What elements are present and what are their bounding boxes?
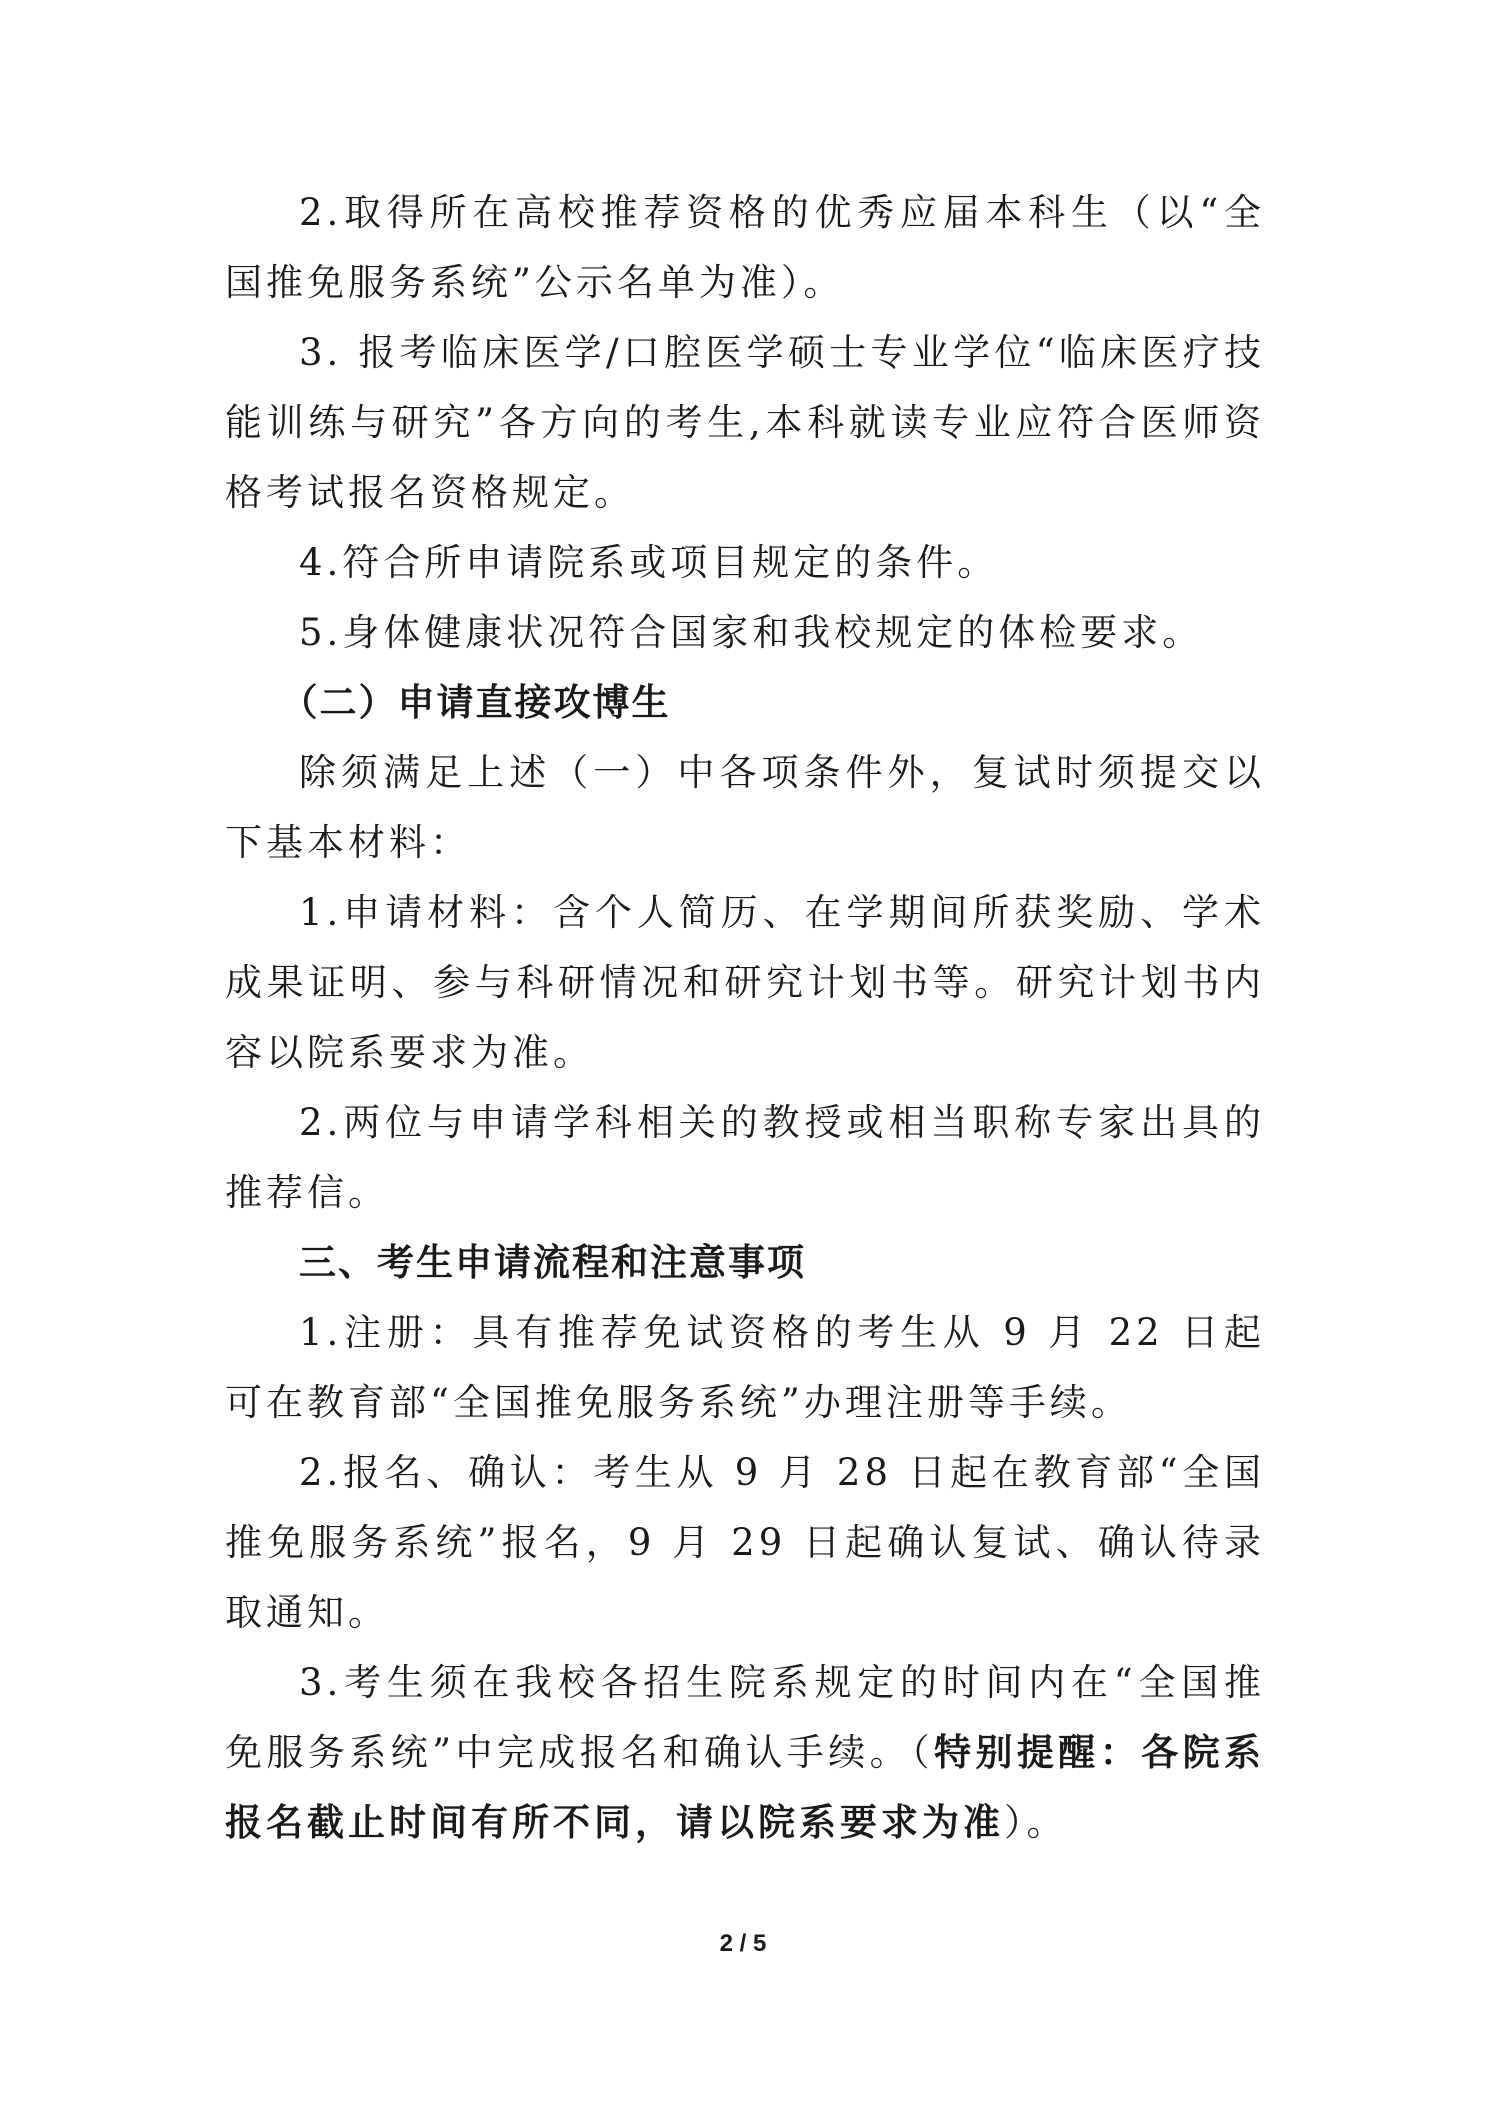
paragraph-application-materials: 1.申请材料：含个人简历、在学期间所获奖励、学术成果证明、参与科研情况和研究计划书等。研究计划书内容以院系要求为准。 [225, 891, 1265, 1074]
paragraph-clinical-medicine-requirement: 3. 报考临床医学/口腔医学硕士专业学位“临床医疗技能训练与研究”各方向的考生,本科就读专业应符合医师资格考试报名资格规定。 [225, 331, 1265, 514]
deadline-notice-text: 3.考生须在我校各招生院系规定的时间内在“全国推免服务系统”中完成报名和确认手续。（ [225, 1661, 1265, 1774]
special-reminder-bold: 特别提醒：各院系报名截止时间有所不同，请以院系要求为准 [225, 1731, 1265, 1844]
paragraph-deadline-notice [225, 1648, 1265, 1858]
deadline-notice-end: ）。 [1004, 1801, 1068, 1844]
paragraph-health-requirement: 5.身体健康状况符合国家和我校规定的体检要求。 [299, 611, 1204, 654]
paragraph-department-conditions: 4.符合所申请院系或项目规定的条件。 [299, 541, 999, 584]
paragraph-application-confirmation: 2.报名、确认：考生从 9 月 28 日起在教育部“全国推免服务系统”报名，9 月 29 日起确认复试、确认待录取通知。 [225, 1451, 1265, 1634]
document-body [225, 178, 1265, 1858]
paragraph-recommendation-letters: 2.两位与申请学科相关的教授或相当职称专家出具的推荐信。 [225, 1101, 1265, 1214]
paragraph-registration: 1.注册：具有推荐免试资格的考生从 9 月 22 日起可在教育部“全国推免服务系统”办理注册等手续。 [225, 1311, 1265, 1424]
paragraph-recommended-graduate: 2.取得所在高校推荐资格的优秀应届本科生（以“全国推免服务系统”公示名单为准）。 [225, 191, 1265, 304]
heading-application-process: 三、考生申请流程和注意事项 [299, 1241, 806, 1284]
subheading-direct-phd: （二）申请直接攻博生 [280, 681, 671, 724]
page-number: 2 / 5 [719, 1930, 767, 1957]
paragraph-materials-intro: 除须满足上述（一）中各项条件外，复试时须提交以下基本材料： [225, 751, 1265, 864]
